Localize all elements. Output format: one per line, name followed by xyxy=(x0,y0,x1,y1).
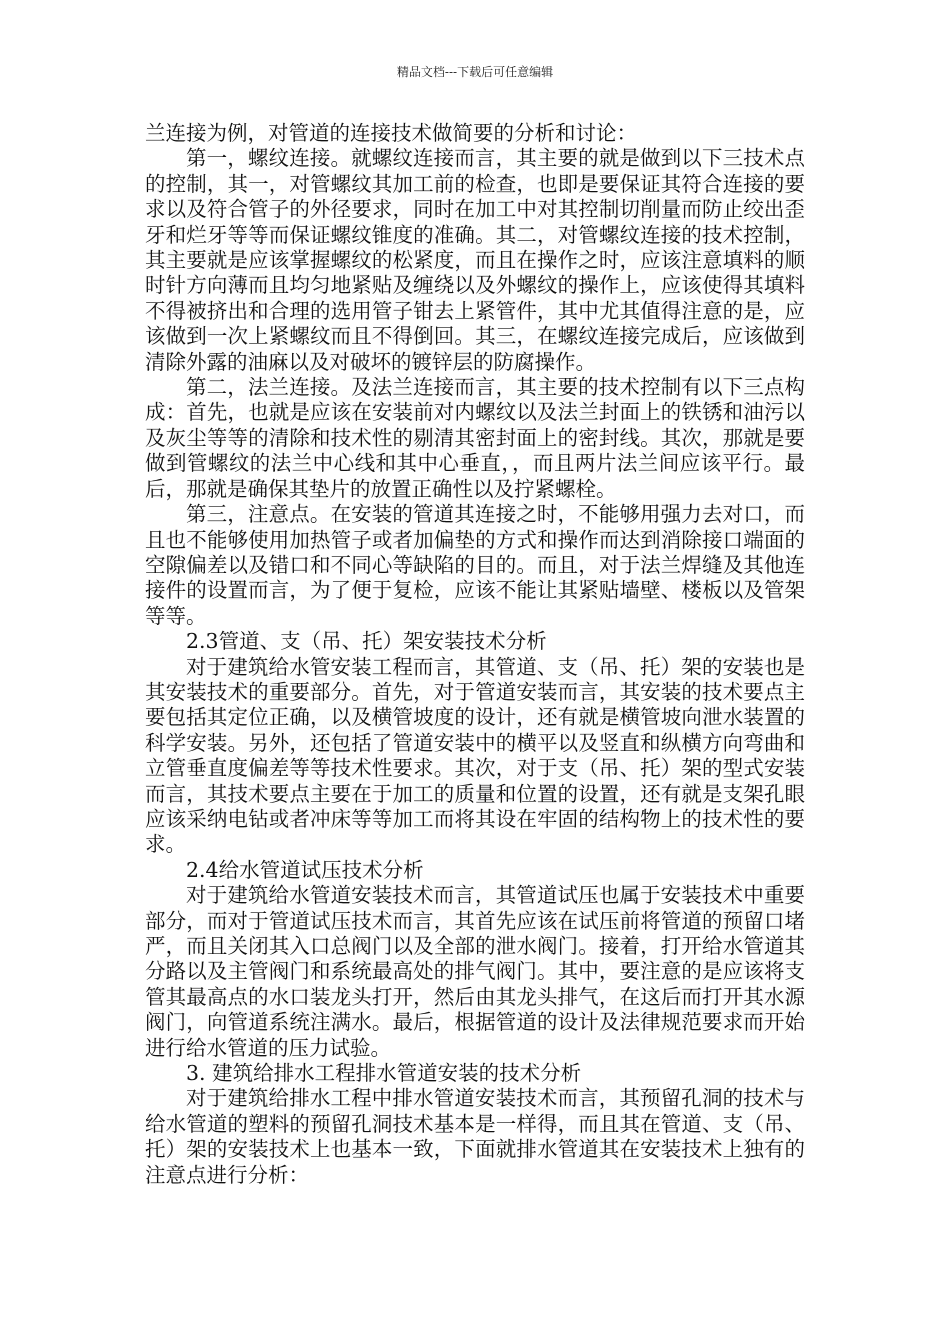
section-heading-2-3: 2.3管道、支（吊、托）架安装技术分析 xyxy=(186,629,547,654)
paragraph-notes: 第三，注意点。在安装的管道其连接之时，不能够用强力去对口，而且也不能够使用加热管子或者加偏垫的方式和操作而达到消除接口端面的空隙偏差以及错口和不同心等缺陷的目的。而且，对于法兰焊缝及其他连接件的设置而言，为了便于复检，应该不能让其紧贴墙壁、楼板以及管架等等。 xyxy=(145,502,805,628)
paragraph-continuation: 兰连接为例，对管道的连接技术做简要的分析和讨论： xyxy=(145,121,637,145)
paragraph-pressure-test: 对于建筑给水管道安装技术而言，其管道试压也属于安装技术中重要部分，而对于管道试压技术而言，其首先应该在试压前将管道的预留口堵严，而且关闭其入口总阀门以及全部的泄水阀门。接着，打开给水管道其分路以及主管阀门和系统最高处的排气阀门。其中，要注意的是应该将支管其最高点的水口装龙头打开，然后由其龙头排气，在这后而打开其水源阀门，向管道系统注满水。最后，根据管道的设计及法律规范要求而开始进行给水管道的压力试验。 xyxy=(145,883,805,1060)
document-body xyxy=(145,121,805,1188)
page-header: 精品文档---下载后可任意编辑 xyxy=(396,65,554,79)
paragraph-drainage-pipe: 对于建筑给排水工程中排水管道安装技术而言，其预留孔洞的技术与给水管道的塑料的预留孔洞技术基本是一样得，而且其在管道、支（吊、托）架的安装技术上也基本一致，下面就排水管道其在安装技术上独有的注意点进行分析： xyxy=(145,1086,805,1187)
paragraph-pipe-support-installation: 对于建筑给水管安装工程而言，其管道、支（吊、托）架的安装也是其安装技术的重要部分。首先，对于管道安装而言，其安装的技术要点主要包括其定位正确，以及横管坡度的设计，还有就是横管坡向泄水装置的科学安装。另外，还包括了管道安装中的横平以及竖直和纵横方向弯曲和立管垂直度偏差等等技术性要求。其次，对于支（吊、托）架的型式安装而言，其技术要点主要在于加工的质量和位置的设置，还有就是支架孔眼应该采纳电钻或者冲床等等加工而将其设在牢固的结构物上的技术性的要求。 xyxy=(145,654,805,857)
section-heading-3: 3. 建筑给排水工程排水管道安装的技术分析 xyxy=(186,1061,582,1086)
paragraph-threaded-connection: 第一，螺纹连接。就螺纹连接而言，其主要的就是做到以下三技术点的控制，其一，对管螺纹其加工前的检查，也即是要保证其符合连接的要求以及符合管子的外径要求，同时在加工中对其控制切削量而防止绞出歪牙和烂牙等等而保证螺纹锥度的准确。其二，对管螺纹连接的技术控制，其主要就是应该掌握螺纹的松紧度，而且在操作之时，应该注意填料的顺时针方向薄而且均匀地紧贴及缠绕以及外螺纹的操作上，应该使得其填料不得被挤出和合理的选用管子钳去上紧管件，其中尤其值得注意的是，应该做到一次上紧螺纹而且不得倒回。其三，在螺纹连接完成后，应该做到清除外露的油麻以及对破坏的镀锌层的防腐操作。 xyxy=(145,146,805,374)
paragraph-flange-connection: 第二，法兰连接。及法兰连接而言，其主要的技术控制有以下三点构成：首先，也就是应该在安装前对内螺纹以及法兰封面上的铁锈和油污以及灰尘等等的清除和技术性的剔清其密封面上的密封线。其次，那就是要做到管螺纹的法兰中心线和其中心垂直，，而且两片法兰间应该平行。最后，那就是确保其垫片的放置正确性以及拧紧螺栓。 xyxy=(145,375,805,501)
section-heading-2-4: 2.4给水管道试压技术分析 xyxy=(186,857,424,882)
